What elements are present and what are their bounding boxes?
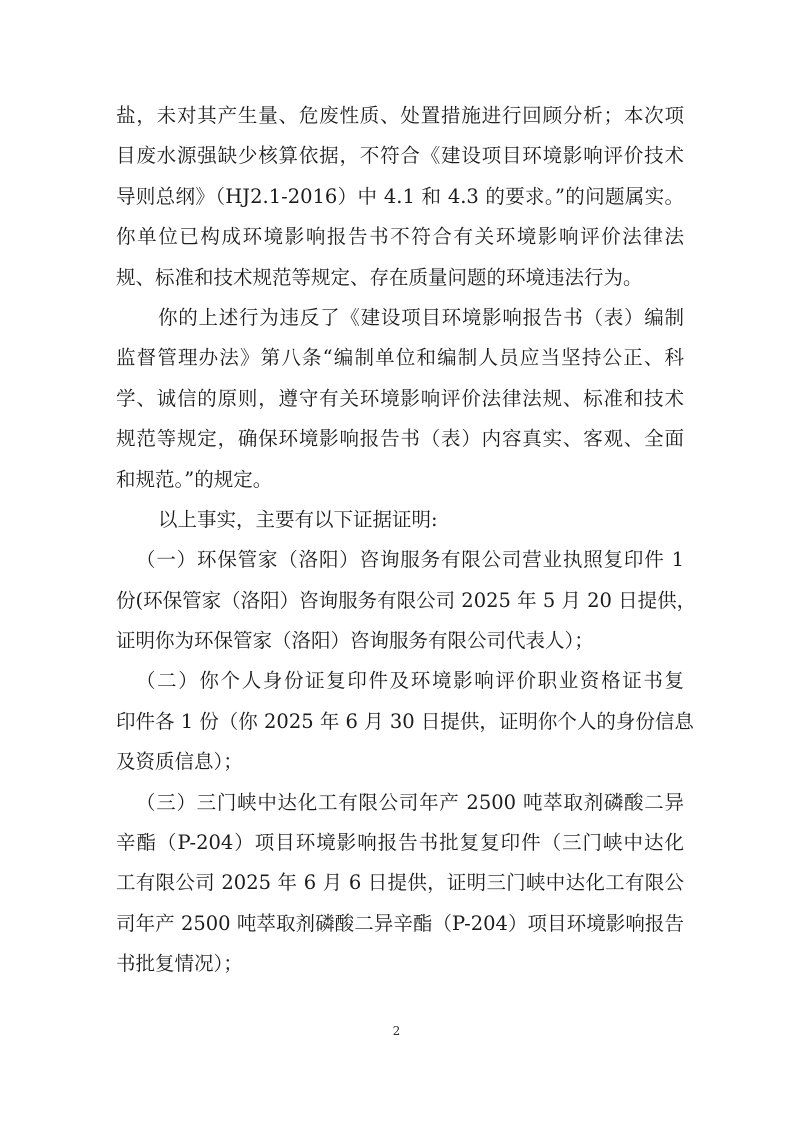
text-line: 目废水源强缺少核算依据，不符合《建设项目环境影响评价技术 <box>116 144 684 168</box>
text-line: 导则总纲》（HJ2.1-2016）中 4.1 和 4.3 的要求。”的问题属实。 <box>116 184 684 208</box>
text-line: 规范等规定，确保环境影响报告书（表）内容真实、客观、全面 <box>116 427 684 451</box>
text-line: 工有限公司 2025 年 6 月 6 日提供，证明三门峡中达化工有限公 <box>116 871 684 895</box>
text-line: 司年产 2500 吨萃取剂磷酸二异辛酯（P-204）项目环境影响报告 <box>116 911 684 935</box>
text-line: 及资质信息）； <box>116 750 243 774</box>
document-body <box>116 96 697 985</box>
text-line: 书批复情况）； <box>116 952 243 976</box>
page-number: 2 <box>392 1024 401 1038</box>
text-line: 辛酯（P-204）项目环境影响报告书批复复印件（三门峡中达化 <box>116 831 684 855</box>
text-line: 监督管理办法》第八条“编制单位和编制人员应当坚持公正、科 <box>116 346 684 370</box>
text-line: 规、标准和技术规范等规定、存在质量问题的环境违法行为。 <box>116 265 643 289</box>
text-line: 学、诚信的原则，遵守有关环境影响评价法律法规、标准和技术 <box>116 386 684 410</box>
text-line: 印件各 1 份（你 2025 年 6 月 30 日提供，证明你个人的身份信息 <box>116 709 694 733</box>
text-line: 证明你为环保管家（洛阳）咨询服务有限公司代表人）； <box>116 629 594 653</box>
evidence-item-1: （一）环保管家（洛阳）咨询服务有限公司营业执照复印件 1 <box>136 548 684 572</box>
evidence-item-3: （三）三门峡中达化工有限公司年产 2500 吨萃取剂磷酸二异 <box>136 790 684 814</box>
text-line: 盐，未对其产生量、危废性质、处置措施进行回顾分析；本次项 <box>116 104 684 127</box>
evidence-item-2: （二）你个人身份证复印件及环境影响评价职业资格证书复 <box>136 669 684 693</box>
text-line: 你的上述行为违反了《建设项目环境影响报告书（表）编制 <box>158 305 684 329</box>
text-line: 份(环保管家（洛阳）咨询服务有限公司 2025 年 5 月 20 日提供， <box>116 588 697 612</box>
text-line: 和规范。”的规定。 <box>116 467 273 491</box>
text-line: 你单位已构成环境影响报告书不符合有关环境影响评价法律法 <box>116 225 684 249</box>
text-line: 以上事实，主要有以下证据证明: <box>158 507 438 531</box>
